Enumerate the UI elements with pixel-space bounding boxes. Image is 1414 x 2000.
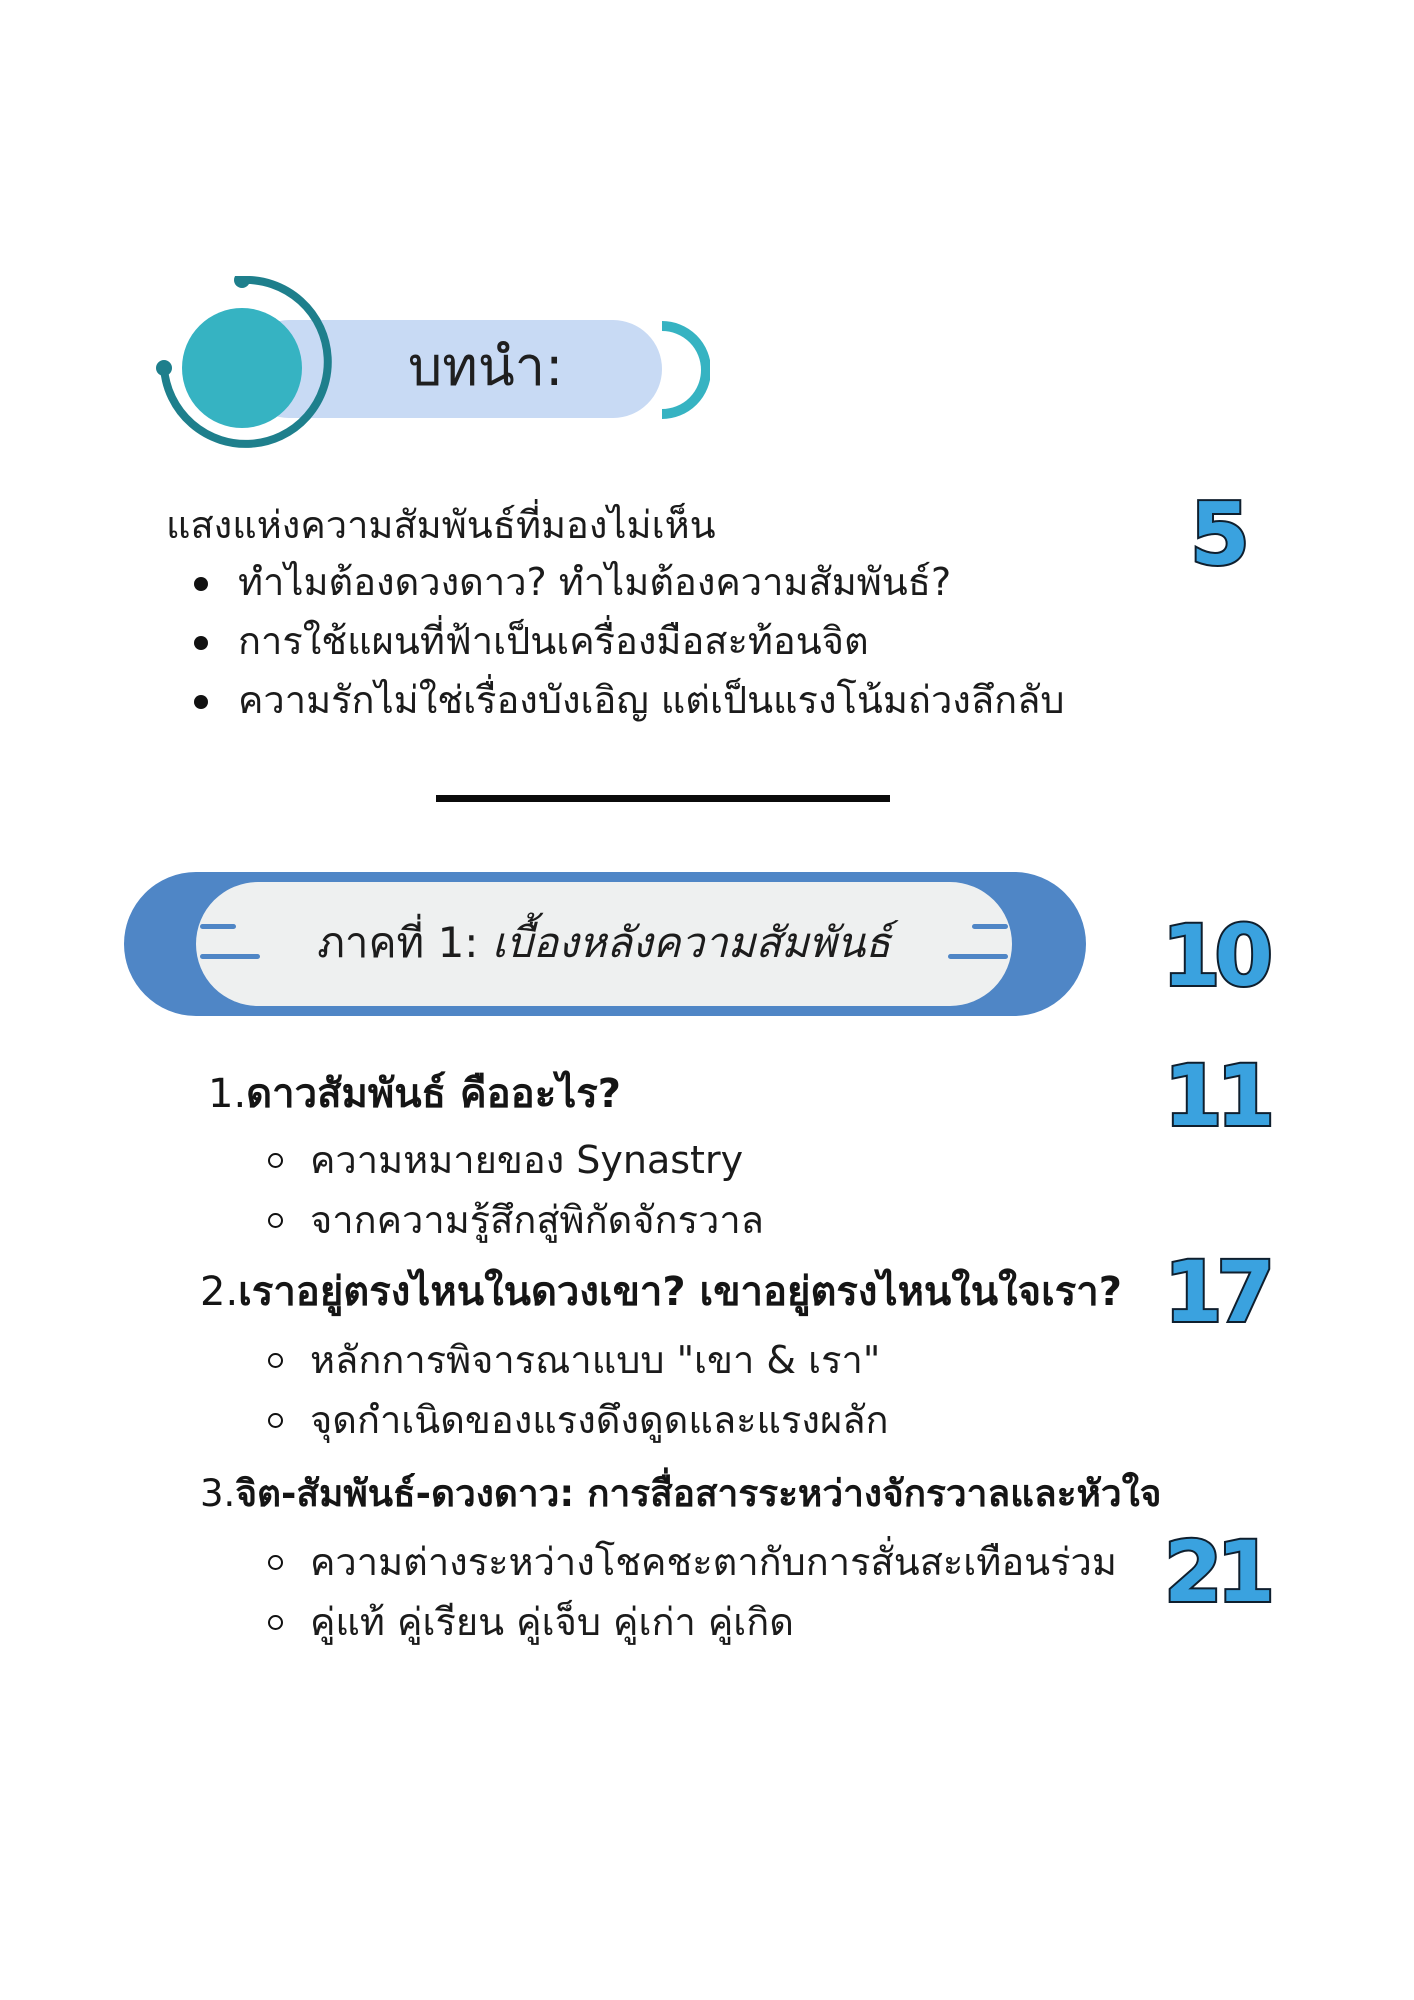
- part-banner-inner: [196, 882, 1012, 1006]
- chapter-title: 2.เราอยู่ตรงไหนในดวงเขา? เขาอยู่ตรงไหนในใจเรา?: [200, 1269, 1122, 1315]
- part-page-number: 10: [1162, 907, 1267, 1005]
- list-item: ทำไมต้องดวงดาว? ทำไมต้องความสัมพันธ์?: [190, 553, 1065, 612]
- chapter-title: 1.ดาวสัมพันธ์ คืออะไร?: [208, 1071, 621, 1117]
- list-item: จุดกำเนิดของแรงดึงดูดและแรงผลัก: [268, 1390, 889, 1450]
- list-item: หลักการพิจารณาแบบ "เขา & เรา": [268, 1330, 889, 1390]
- hollow-bullet-icon: [268, 1213, 283, 1228]
- list-item: คู่แท้ คู่เรียน คู่เจ็บ คู่เก่า คู่เกิด: [268, 1592, 1117, 1652]
- part-label: ภาคที่ 1:: [317, 918, 479, 967]
- part-title: [196, 910, 1012, 976]
- hollow-bullet-icon: [268, 1413, 283, 1428]
- part-name: เบื้องหลังความสัมพันธ์: [491, 918, 891, 967]
- chapter-sub-list: [268, 1130, 764, 1250]
- list-item: การใช้แผนที่ฟ้าเป็นเครื่องมือสะท้อนจิต: [190, 612, 1065, 671]
- intro-page-number: 5: [1190, 485, 1244, 585]
- section-divider: [436, 795, 890, 802]
- chapter-page-number: 17: [1164, 1243, 1269, 1341]
- intro-heading: บทนำ:: [408, 335, 564, 398]
- intro-bullet-list: [190, 553, 1065, 730]
- part-banner: [124, 872, 1086, 1016]
- list-item: จากความรู้สึกสู่พิกัดจักรวาล: [268, 1190, 764, 1250]
- list-item: ความต่างระหว่างโชคชะตากับการสั่นสะเทือนร่วม: [268, 1532, 1117, 1592]
- hollow-bullet-icon: [268, 1555, 283, 1570]
- hollow-bullet-icon: [268, 1615, 283, 1630]
- bullet-icon: [194, 577, 208, 591]
- chapter-page-number: 21: [1164, 1523, 1269, 1621]
- list-item: ความหมายของ Synastry: [268, 1130, 764, 1190]
- hollow-bullet-icon: [268, 1353, 283, 1368]
- chapter-page-number: 11: [1164, 1047, 1269, 1145]
- bullet-icon: [194, 636, 208, 650]
- list-item: ความรักไม่ใช่เรื่องบังเอิญ แต่เป็นแรงโน้มถ่วงลึกลับ: [190, 671, 1065, 730]
- hollow-bullet-icon: [268, 1153, 283, 1168]
- bullet-icon: [194, 695, 208, 709]
- intro-lead: แสงแห่งความสัมพันธ์ที่มองไม่เห็น: [166, 503, 716, 547]
- chapter-title: 3.จิต-สัมพันธ์-ดวงดาว: การสื่อสารระหว่างจักรวาลและหัวใจ: [200, 1472, 1162, 1515]
- chapter-sub-list: [268, 1532, 1117, 1652]
- chapter-sub-list: [268, 1330, 889, 1450]
